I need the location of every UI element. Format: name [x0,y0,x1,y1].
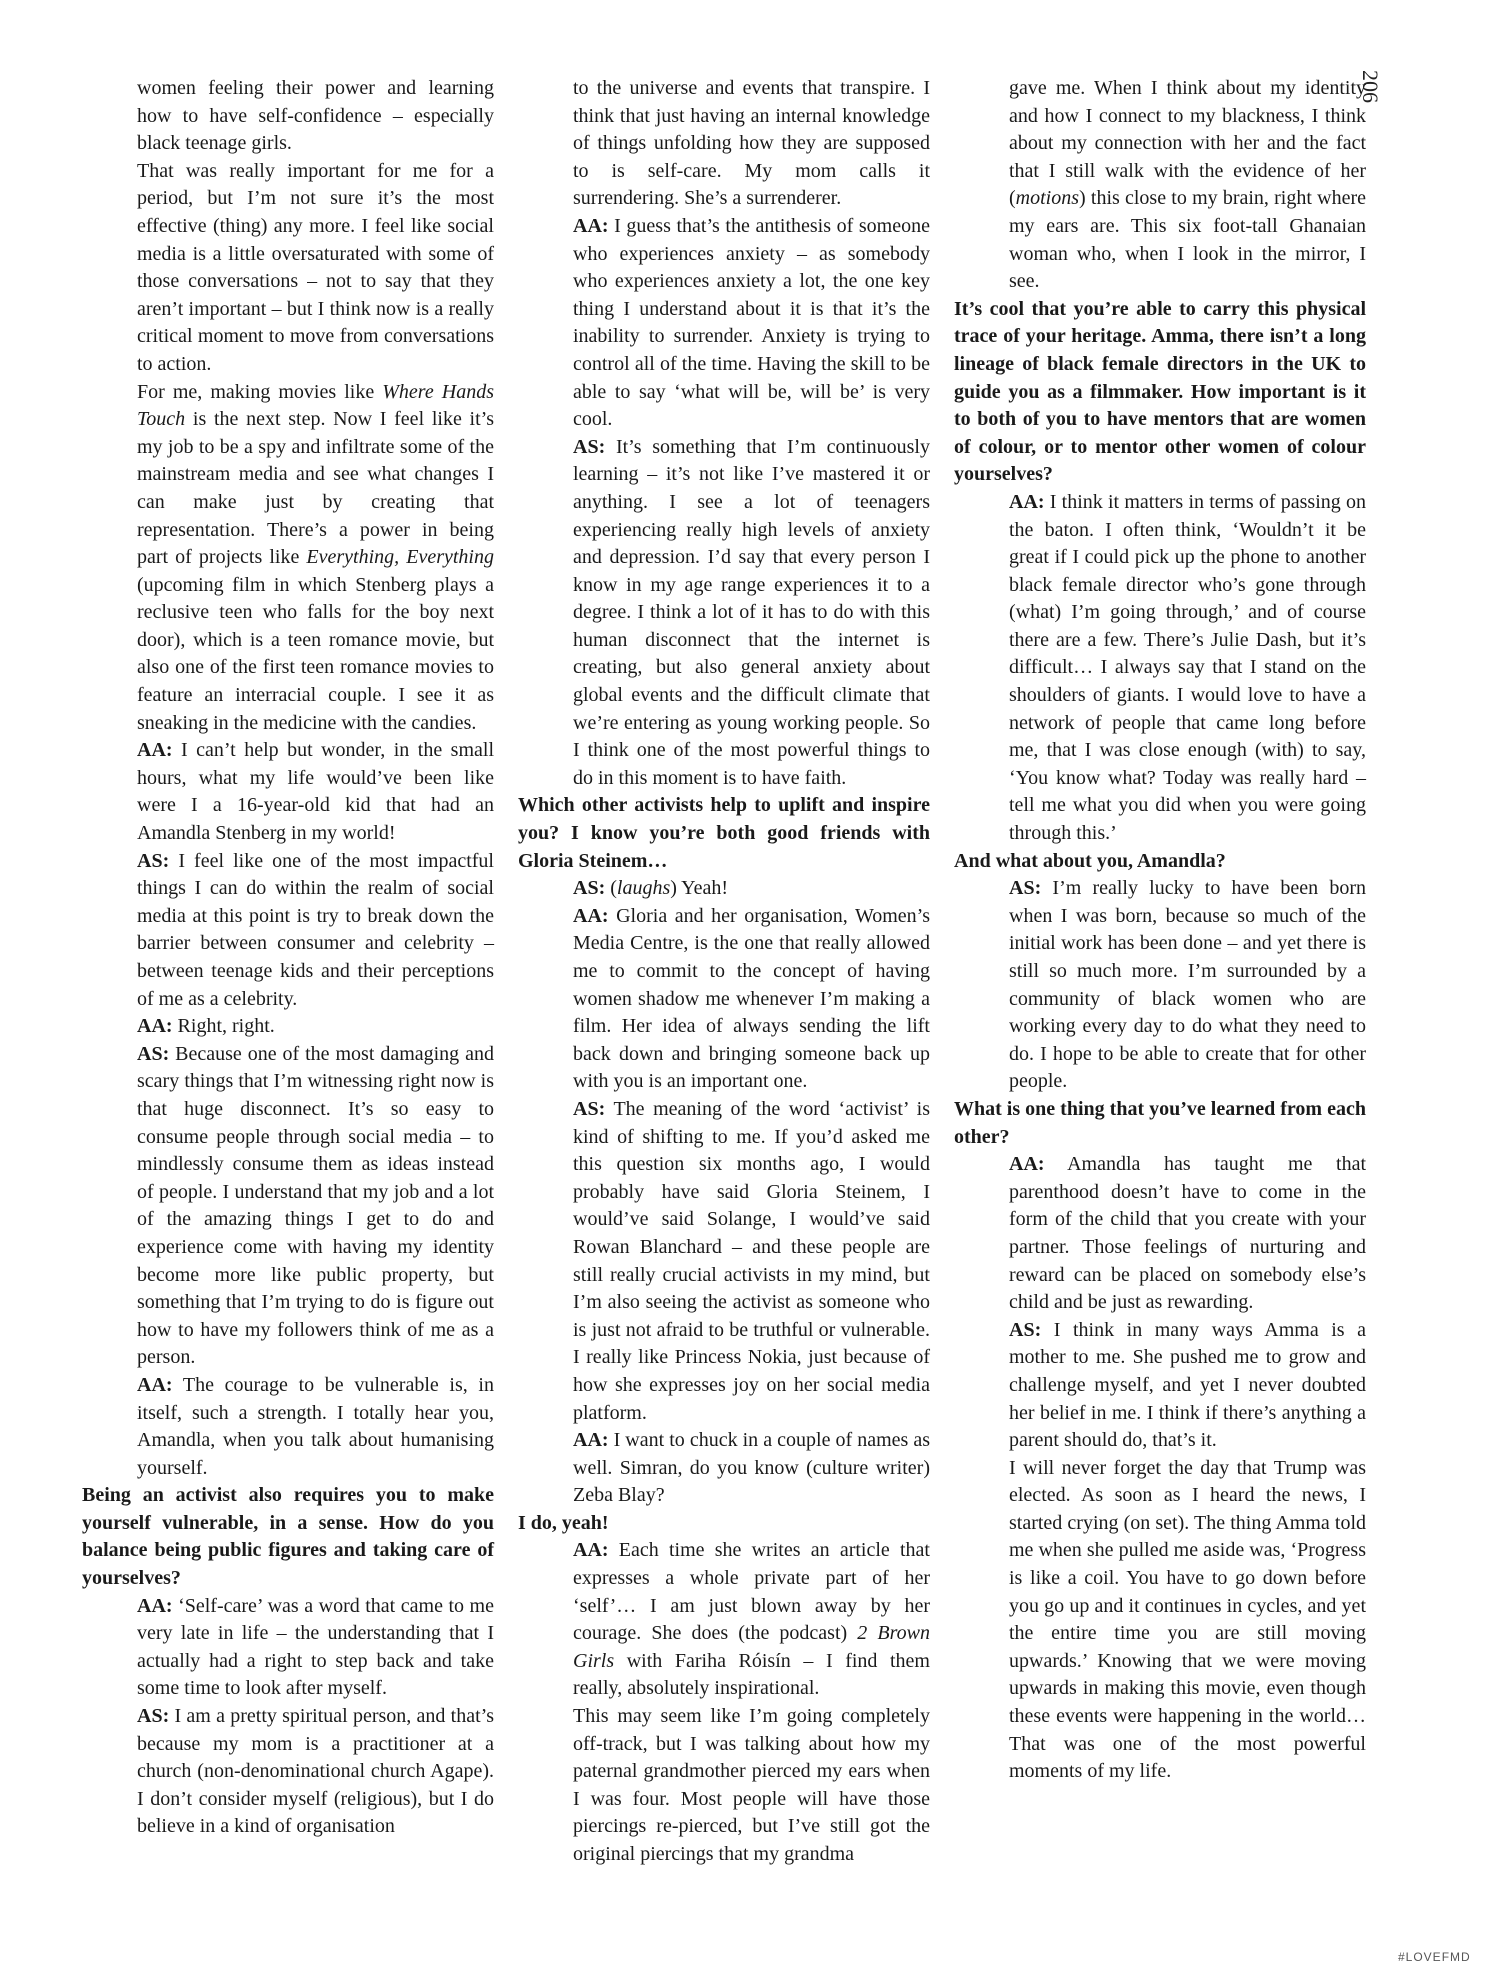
text-run: (upcoming film in which Stenberg plays a reclusive teen who falls for the boy next door), which is a teen romance movie, but also one of the first teen romance movies to feature an interracial couple. I see it as sneaking in the medicine with the candies. [137,573,494,734]
text-run: What is one thing that you’ve learned from each other? [954,1097,1366,1148]
text-run: ) this close to my brain, right where my ears are. This six foot-tall Ghanaian woman who, when I look in the mirror, I see. [1009,187,1366,293]
body-paragraph [954,875,1366,1096]
text-run: I think in many ways Amma is a mother to me. She pushed me to grow and challenge myself, and yet I never doubted her belief in me. I think if there’s anything a parent should do, that’s it. [1009,1318,1366,1452]
body-paragraph [518,1427,930,1510]
text-run: The meaning of the word ‘activist’ is kind of shifting to me. If you’d asked me this question six months ago, I would probably have said Gloria Steinem, I would’ve said Solange, I would’ve said Rowan Blanchard – and these people are still really crucial activists in my mind, but I’m also seeing the activist as someone who is just not afraid to be truthful or vulnerable. I really like Princess Nokia, just because of how she expresses joy on her social media platform. [573,1097,930,1424]
body-paragraph [518,434,930,793]
article-column-2 [518,75,930,1869]
italic-text: motions [1015,187,1080,210]
body-paragraph [82,1593,494,1703]
text-run: women feeling their power and learning how to have self-confidence – especially black teenage girls. [137,77,494,155]
body-paragraph [518,1537,930,1703]
body-paragraph [518,1096,930,1427]
speaker-label: AA: [137,1015,173,1038]
body-paragraph [518,75,930,213]
text-run: I’m really lucky to have been born when I was born, because so much of the initial work has been done – and yet there is still so much more. I’m surrounded by a community of black women who are working every day to do what they need to do. I hope to be able to create that for other people. [1009,877,1366,1093]
body-paragraph [954,75,1366,296]
text-run: And what about you, Amandla? [954,849,1226,872]
body-paragraph [82,75,494,158]
text-run: Each time she writes an article that expresses a whole private part of her ‘self’… I am just blown away by her courage. She does (the podcast) [573,1539,930,1645]
italic-text: laughs [616,877,671,900]
text-run: This may seem like I’m going completely off-track, but I was talking about how my paternal grandmother pierced my ears when I was four. Most people will have those piercings re-pierced, but I’ve still got the original piercings that my grandma [573,1705,930,1865]
speaker-label: AA: [137,739,173,762]
text-run: For me, making movies like [137,380,383,403]
question-paragraph [954,1096,1366,1151]
italic-text: Everything, Everything [306,546,494,569]
text-run: I want to chuck in a couple of names as well. Simran, do you know (culture writer) Zeba Blay? [573,1429,930,1507]
speaker-label: AA: [573,904,609,927]
speaker-label: AS: [137,1042,170,1065]
text-run: Amandla has taught me that parenthood doesn’t have to come in the form of the child that you create with your partner. Those feelings of nurturing and reward can be placed on somebody else’s child and be just as rewarding. [1009,1153,1366,1314]
text-run: ) Yeah! [670,877,729,900]
speaker-label: AA: [573,1429,609,1452]
watermark: #LOVEFMD [1398,1950,1471,1964]
speaker-label: AS: [1009,877,1042,900]
page-number: 206 [1358,70,1383,103]
question-paragraph [82,1482,494,1592]
text-run: I am a pretty spiritual person, and that’s because my mom is a practitioner at a church (non-denominational church Agape). I don’t consider myself (religious), but I do believe in a kind of organisation [137,1705,494,1838]
text-run: Because one of the most damaging and scary things that I’m witnessing right now is that huge disconnect. It’s so easy to consume people through social media – to mindlessly consume them as ideas instead of people. I understand that my job and a lot of the amazing things I get to do and experience come with having my identity become more like public property, but something that I’m trying to do is figure out how to have my followers think of me as a person. [137,1042,494,1369]
body-paragraph [82,1372,494,1482]
text-run: Being an activist also requires you to make yourself vulnerable, in a sense. How do you balance being public figures and taking care of yourselves? [82,1484,494,1590]
speaker-label: AA: [137,1594,173,1617]
text-run: I can’t help but wonder, in the small hours, what my life would’ve been like were I a 16-year-old kid that had an Amandla Stenberg in my world! [137,739,494,845]
body-paragraph [954,1317,1366,1455]
text-run: ( [605,877,617,900]
article-column-1 [82,75,494,1841]
speaker-label: AA: [137,1373,173,1396]
question-paragraph [518,1510,930,1538]
body-paragraph [82,1013,494,1041]
speaker-label: AS: [573,435,606,458]
body-paragraph [954,1151,1366,1317]
body-paragraph [82,379,494,738]
body-paragraph [954,489,1366,848]
text-run: I guess that’s the antithesis of someone who experiences anxiety – as somebody who experiences anxiety a lot, the one key thing I understand about it is that it’s the inability to surrender. Anxiety is trying to control all of the time. Having the skill to be able to say ‘what will be, will be’ is very cool. [573,214,930,431]
text-run: I will never forget the day that Trump was elected. As soon as I heard the news, I started crying (on set). The thing Amma told me when she pulled me aside was, ‘Progress is like a coil. You have to go down before you go up and it continues in cycles, and yet the entire time you are still moving upwards.’ Knowing that we were moving upwards in making this movie, even though these events were happening in the world… That was one of the most powerful moments of my life. [1009,1456,1366,1783]
body-paragraph [518,903,930,1096]
body-paragraph [518,1703,930,1869]
speaker-label: AS: [137,1705,170,1728]
body-paragraph [82,1703,494,1841]
text-run: I feel like one of the most impactful things I can do within the realm of social media at this point is try to break down the barrier between consumer and celebrity – between teenage kids and their perceptions of me as a celebrity. [137,849,494,1010]
text-run: That was really important for me for a period, but I’m not sure it’s the most effective (thing) any more. I feel like social media is a little oversaturated with some of those conversations – not to say that they aren’t important – but I think now is a really critical moment to move from conversations to action. [137,159,494,375]
speaker-label: AA: [1009,490,1045,513]
text-run: Which other activists help to uplift and inspire you? I know you’re both good friends with Gloria Steinem… [518,794,930,872]
text-run: with Fariha Róisín – I find them really, absolutely inspirational. [573,1649,930,1700]
speaker-label: AA: [573,214,609,237]
speaker-label: AA: [1009,1153,1045,1176]
article-column-3 [954,75,1366,1786]
question-paragraph [518,792,930,875]
text-run: It’s something that I’m continuously learning – it’s not like I’ve mastered it or anything. I see a lot of teenagers experiencing really high levels of anxiety and depression. I’d say that every person I know in my age range experiences it to a degree. I think a lot of it has to do with this human disconnect that the internet is creating, but also general anxiety about global events and the difficult climate that we’re entering as young working people. So I think one of the most powerful things to do in this moment is to have faith. [573,435,930,789]
text-run: I do, yeah! [518,1511,609,1534]
text-run: to the universe and events that transpire. I think that just having an internal knowledge of things unfolding how they are supposed to is self-care. My mom calls it surrendering. She’s a surrenderer. [573,77,930,210]
speaker-label: AS: [137,849,170,872]
italic-text: Where Hands Touch [137,380,494,431]
question-paragraph [954,848,1366,876]
body-paragraph [954,1455,1366,1786]
text-run: is the next step. Now I feel like it’s my job to be a spy and infiltrate some of the mainstream media and see what changes I can make just by creating that representation. There’s a power in being part of projects like [137,408,494,569]
italic-text: 2 Brown Girls [573,1622,930,1672]
text-run: ‘Self-care’ was a word that came to me very late in life – the understanding that I actually had a right to step back and take some time to look after myself. [137,1594,494,1700]
text-run: Right, right. [172,1015,275,1038]
question-paragraph [954,296,1366,489]
speaker-label: AS: [1009,1318,1042,1341]
body-paragraph [518,875,930,903]
speaker-label: AA: [573,1539,609,1562]
text-run: The courage to be vulnerable is, in itself, such a strength. I totally hear you, Amandla, when you talk about humanising yourself. [137,1373,494,1479]
speaker-label: AS: [573,877,606,900]
body-paragraph [82,158,494,379]
text-run: Gloria and her organisation, Women’s Media Centre, is the one that really allowed me to commit to the concept of having women shadow me whenever I’m making a film. Her idea of always sending the lift back down and bringing someone back up with you is an important one. [573,904,930,1093]
text-run: It’s cool that you’re able to carry this physical trace of your heritage. Amma, there isn’t a long lineage of black female directors in the UK to guide you as a filmmaker. How important is it to both of you to have mentors that are women of colour, or to mentor other women of colour yourselves? [954,297,1366,486]
body-paragraph [82,737,494,847]
body-paragraph [82,1041,494,1372]
body-paragraph [518,213,930,434]
text-run: I think it matters in terms of passing on the baton. I often think, ‘Wouldn’t it be great if I could pick up the phone to another black female director who’s gone through (what) I’m going through,’ and of course there are a few. There’s Julie Dash, but it’s difficult… I always say that I stand on the shoulders of giants. I would love to have a network of people that came long before me, that I was close enough (with) to say, ‘You know what? Today was really hard – tell me what you did when you were going through this.’ [1009,490,1366,845]
body-paragraph [82,848,494,1014]
text-run: gave me. When I think about my identity and how I connect to my blackness, I think about my connection with her and the fact that I still walk with the evidence of her ( [1009,77,1366,210]
speaker-label: AS: [573,1097,606,1120]
